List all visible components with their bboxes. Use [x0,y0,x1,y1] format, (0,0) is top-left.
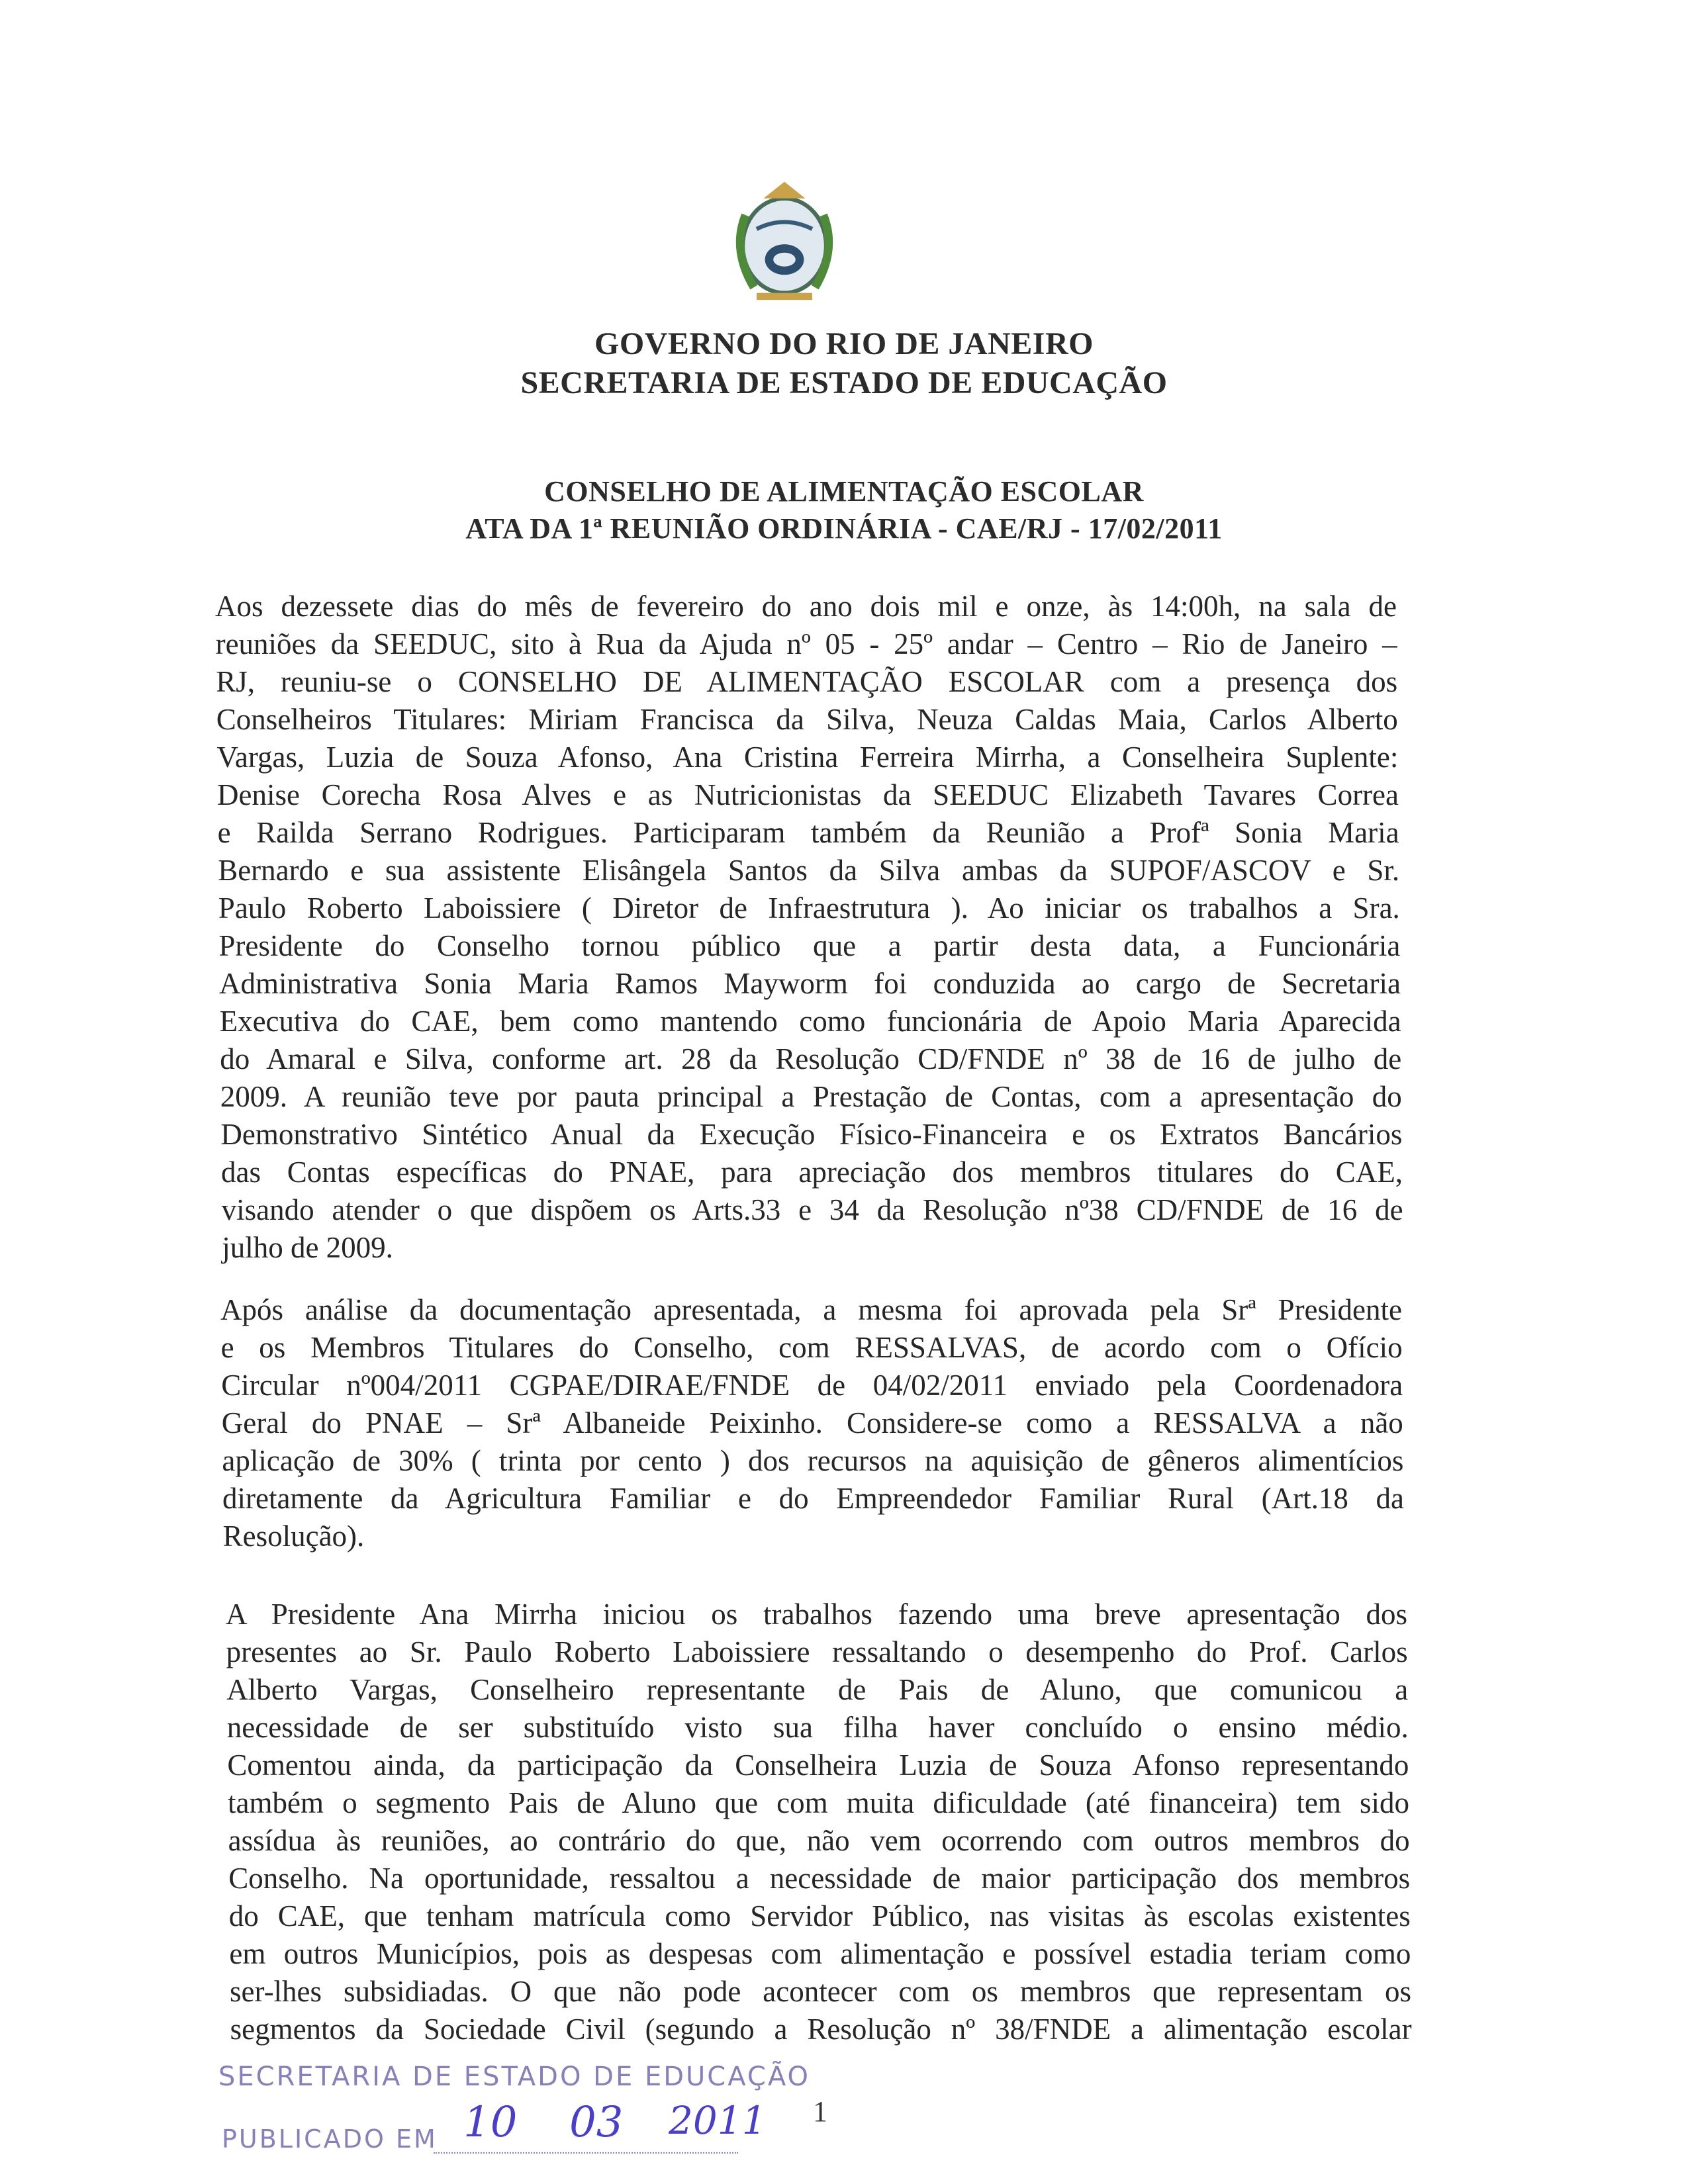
stamp-month: 03 [569,2098,624,2147]
stamp-secretariat: SECRETARIA DE ESTADO DE EDUCAÇÃO [218,2062,810,2092]
paragraph-line: diretamente da Agricultura Familiar e do Empreendedor Familiar Rural (Art.18 da [222,1482,1404,1515]
paragraph-line: Conselheiros Titulares: Miriam Francisca da Silva, Neuza Caldas Maia, Carlos Alberto [216,703,1398,736]
paragraph-line: Alberto Vargas, Conselheiro representante de Pais de Aluno, que comunicou a [226,1673,1409,1706]
council-title: CONSELHO DE ALIMENTAÇÃO ESCOLAR [544,475,1144,508]
paragraph-line: também o segmento Pais de Aluno que com muita dificuldade (até financeira) tem sido [228,1786,1409,1819]
paragraph-line: Paulo Roberto Laboissiere ( Diretor de Infraestrutura ). Ao iniciar os trabalhos a Sra. [218,891,1400,925]
paragraph-line: e os Membros Titulares do Conselho, com RESSALVAS, de acordo com o Ofício [220,1331,1403,1364]
paragraph-line: presentes ao Sr. Paulo Roberto Laboissiere ressaltando o desempenho do Prof. Carlos [226,1635,1408,1668]
paragraph-line: visando atender o que dispõem os Arts.33 e 34 da Resolução nº38 CD/FNDE de 16 de [221,1193,1403,1226]
paragraph-line: Conselho. Na oportunidade, ressaltou a necessidade de maior participação dos membros [228,1862,1411,1895]
paragraph-line: Demonstrativo Sintético Anual da Execução Físico-Financeira e os Extratos Bancários [220,1118,1403,1151]
paragraph-line: ser-lhes subsidiadas. O que não pode acontecer com os membros que representam os [230,1975,1411,2008]
paragraph-line: Denise Corecha Rosa Alves e as Nutricionistas da SEEDUC Elizabeth Tavares Correa [217,778,1399,811]
paragraph-line: segmentos da Sociedade Civil (segundo a Resolução nº 38/FNDE a alimentação escolar [230,2013,1412,2046]
paragraph-line: das Contas específicas do PNAE, para apreciação dos membros titulares do CAE, [221,1156,1403,1189]
paragraph-line: Aos dezessete dias do mês de fevereiro do ano dois mil e onze, às 14:00h, na sala de [215,590,1397,623]
paragraph-line: reuniões da SEEDUC, sito à Rua da Ajuda nº 05 - 25º andar – Centro – Rio de Janeiro – [215,627,1397,660]
state-coat-of-arms-seal [715,173,854,312]
paragraph-line: aplicação de 30% ( trinta por cento ) dos recursos na aquisição de gêneros alimentícios [222,1444,1404,1477]
paragraph-line: Resolução). [222,1520,365,1553]
paragraph-line: julho de 2009. [222,1231,393,1264]
paragraph-line: RJ, reuniu-se o CONSELHO DE ALIMENTAÇÃO ESCOLAR com a presença dos [216,665,1398,698]
paragraph-line: e Railda Serrano Rodrigues. Participaram também da Reunião a Profª Sonia Maria [217,816,1399,849]
page-number: 1 [813,2095,827,2128]
minutes-title: ATA DA 1ª REUNIÃO ORDINÁRIA - CAE/RJ - 17/02/2011 [465,512,1223,545]
paragraph-line: Circular nº004/2011 CGPAE/DIRAE/FNDE de 04/02/2011 enviado pela Coordenadora [221,1369,1403,1402]
paragraph-line: 2009. A reunião teve por pauta principal a Prestação de Contas, com a apresentação do [220,1080,1402,1113]
government-header: GOVERNO DO RIO DE JANEIRO [594,326,1094,361]
paragraph-line: Presidente do Conselho tornou público que a partir desta data, a Funcionária [218,929,1401,962]
paragraph-line: Comentou ainda, da participação da Conselheira Luzia de Souza Afonso representando [227,1749,1409,1782]
paragraph-line: do CAE, que tenham matrícula como Servidor Público, nas visitas às escolas existentes [228,1899,1411,1933]
paragraph-line: necessidade de ser substituído visto sua filha haver concluído o ensino médio. [226,1711,1409,1744]
stamp-published-label: PUBLICADO EM [222,2124,438,2154]
paragraph-line: Administrativa Sonia Maria Ramos Mayworm foi conduzida ao cargo de Secretaria [219,967,1401,1000]
paragraph-line: Após análise da documentação apresentada, a mesma foi aprovada pela Srª Presidente [220,1293,1402,1326]
paragraph-line: Executiva do CAE, bem como mantendo como funcionária de Apoio Maria Aparecida [219,1005,1401,1038]
paragraph-line: em outros Municípios, pois as despesas com alimentação e possível estadia teriam como [229,1937,1411,1970]
paragraph-line: A Presidente Ana Mirrha iniciou os trabalhos fazendo uma breve apresentação dos [226,1598,1407,1631]
stamp-year: 2011 [669,2098,767,2143]
paragraph-line: Geral do PNAE – Srª Albaneide Peixinho. Considere-se como a RESSALVA a não [221,1406,1403,1439]
stamp-date-underline [434,2152,738,2154]
paragraph-line: Bernardo e sua assistente Elisângela Santos da Silva ambas da SUPOF/ASCOV e Sr. [218,854,1400,887]
paragraph-line: Vargas, Luzia de Souza Afonso, Ana Cristina Ferreira Mirrha, a Conselheira Suplente: [216,741,1399,774]
stamp-day: 10 [463,2098,518,2147]
secretariat-header: SECRETARIA DE ESTADO DE EDUCAÇÃO [520,365,1168,400]
paragraph-line: do Amaral e Silva, conforme art. 28 da Resolução CD/FNDE nº 38 de 16 de julho de [220,1042,1402,1075]
paragraph-line: assídua às reuniões, ao contrário do que, não vem ocorrendo com outros membros do [228,1824,1410,1857]
